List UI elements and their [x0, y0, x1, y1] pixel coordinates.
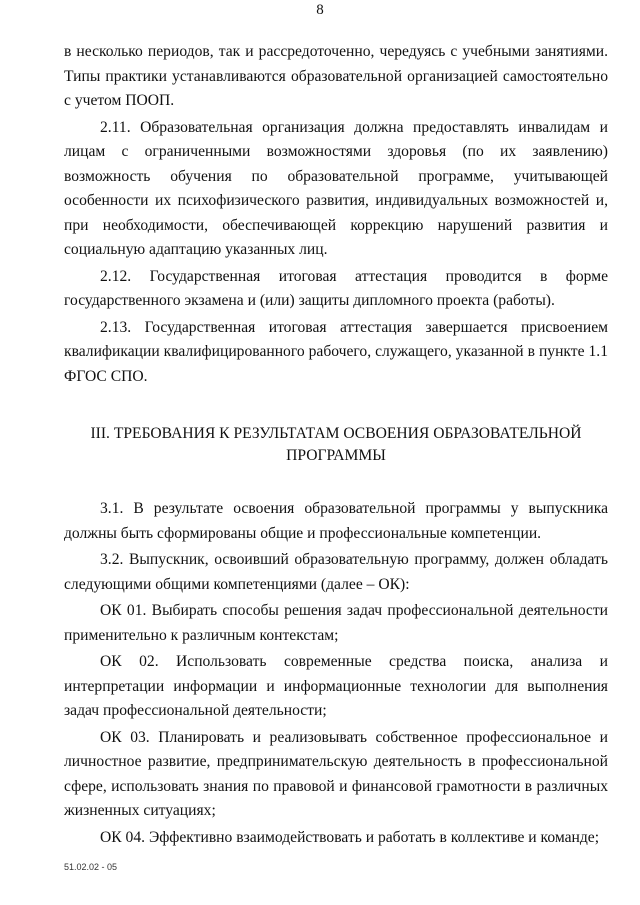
competency-ok-03: ОК 03. Планировать и реализовывать собственное профессиональное и личностное развитие, предпринимательскую деятельность в профессиональной сфере, использовать знания по правовой и финансовой грамотности в различных жизненных ситуациях; — [64, 728, 608, 819]
competency-ok-02: ОК 02. Использовать современные средства поиска, анализа и интерпретации информации и информационные технологии для выполнения задач профессиональной деятельности; — [64, 653, 608, 719]
paragraph-2-11: 2.11. Образовательная организация должна предоставлять инвалидам и лицам с ограниченными возможностями здоровья (по их заявлению) возможность обучения по образовательной программе, учитывающей особенности их психофизического развития, индивидуальных возможностей и, при необходимости, обеспечивающей коррекцию нарушений развития и социальную адаптацию указанных лиц. — [64, 118, 608, 258]
paragraph-2-13: 2.13. Государственная итоговая аттестация завершается присвоением квалификации квалифицированного рабочего, служащего, указанной в пункте 1.1 ФГОС СПО. — [64, 318, 608, 385]
section-heading: III. ТРЕБОВАНИЯ К РЕЗУЛЬТАТАМ ОСВОЕНИЯ ОБРАЗОВАТЕЛЬНОЙ ПРОГРАММЫ — [90, 425, 582, 464]
competency-ok-01: ОК 01. Выбирать способы решения задач профессиональной деятельности применительно к различным контекстам; — [64, 602, 608, 644]
competency-ok-04: ОК 04. Эффективно взаимодействовать и работать в коллективе и команде; — [100, 828, 600, 846]
paragraph-continuation: в несколько периодов, так и рассредоточенно, чередуясь с учебными занятиями. Типы практики устанавливаются образовательной организацией самостоятельно с учетом ПООП. — [64, 43, 608, 109]
document-code: 51.02.02 - 05 — [64, 862, 118, 872]
document-body — [64, 40, 608, 850]
paragraph-2-12: 2.12. Государственная итоговая аттестация проводится в форме государственного экзамена и (или) защиты дипломного проекта (работы). — [64, 267, 608, 309]
page-number: 8 — [316, 2, 324, 18]
paragraph-3-1: 3.1. В результате освоения образовательной программы у выпускника должны быть сформированы общие и профессиональные компетенции. — [64, 500, 608, 542]
paragraph-3-2: 3.2. Выпускник, освоивший образовательную программу, должен обладать следующими общими компетенциями (далее – ОК): — [64, 551, 608, 593]
